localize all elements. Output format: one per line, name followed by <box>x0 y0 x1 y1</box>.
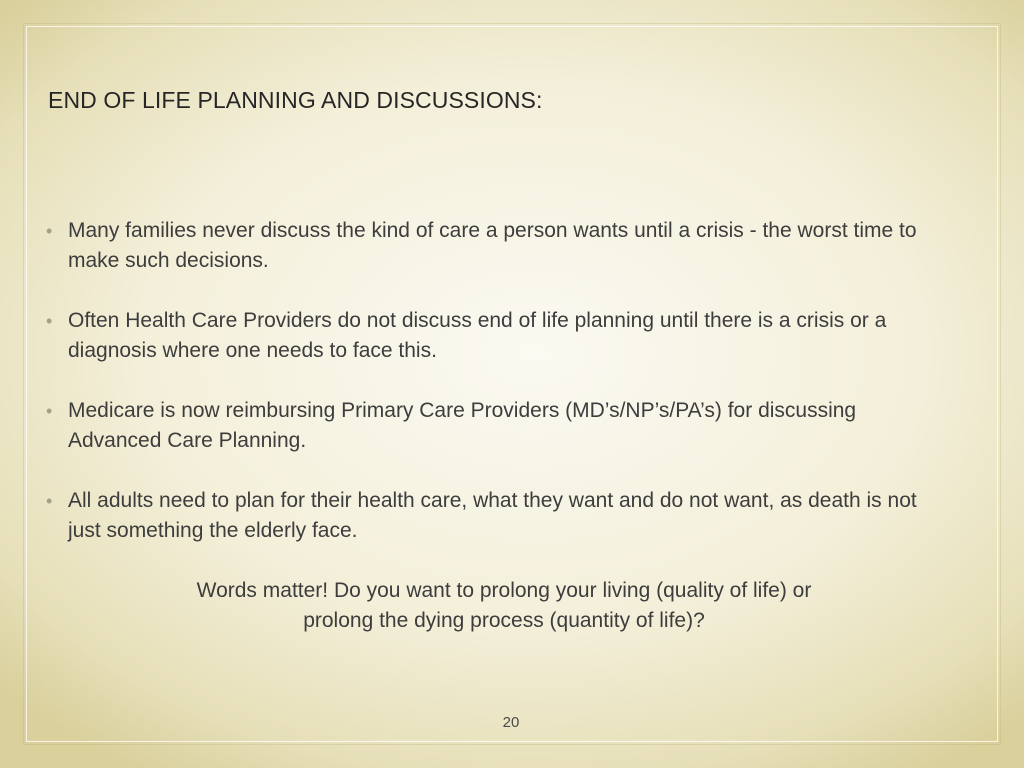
bullet-list <box>30 216 950 576</box>
bullet-icon: • <box>46 491 53 511</box>
bullet-text: All adults need to plan for their health care, what they want and do not want, as death is not just something the elderly face. <box>68 489 917 542</box>
quote-line-1: Words matter! Do you want to prolong your living (quality of life) or <box>196 579 812 602</box>
bullet-item <box>30 396 950 456</box>
quote-line-2: prolong the dying process (quantity of life)? <box>303 609 705 632</box>
bullet-icon: • <box>46 311 53 331</box>
bullet-text: Often Health Care Providers do not discuss end of life planning until there is a crisis or a diagnosis where one needs to face this. <box>68 309 887 362</box>
bullet-text: Medicare is now reimbursing Primary Care Providers (MD’s/NP’s/PA’s) for discussing Advanced Care Planning. <box>68 399 857 452</box>
slide-title: END OF LIFE PLANNING AND DISCUSSIONS: <box>48 87 543 113</box>
page-number: 20 <box>502 714 520 731</box>
closing-quote <box>100 576 908 636</box>
bullet-icon: • <box>46 221 53 241</box>
bullet-text: Many families never discuss the kind of care a person wants until a crisis - the worst time to make such decisions. <box>68 219 917 272</box>
bullet-icon: • <box>46 401 53 421</box>
bullet-item <box>30 306 950 366</box>
bullet-item <box>30 486 950 546</box>
bullet-item <box>30 216 950 276</box>
